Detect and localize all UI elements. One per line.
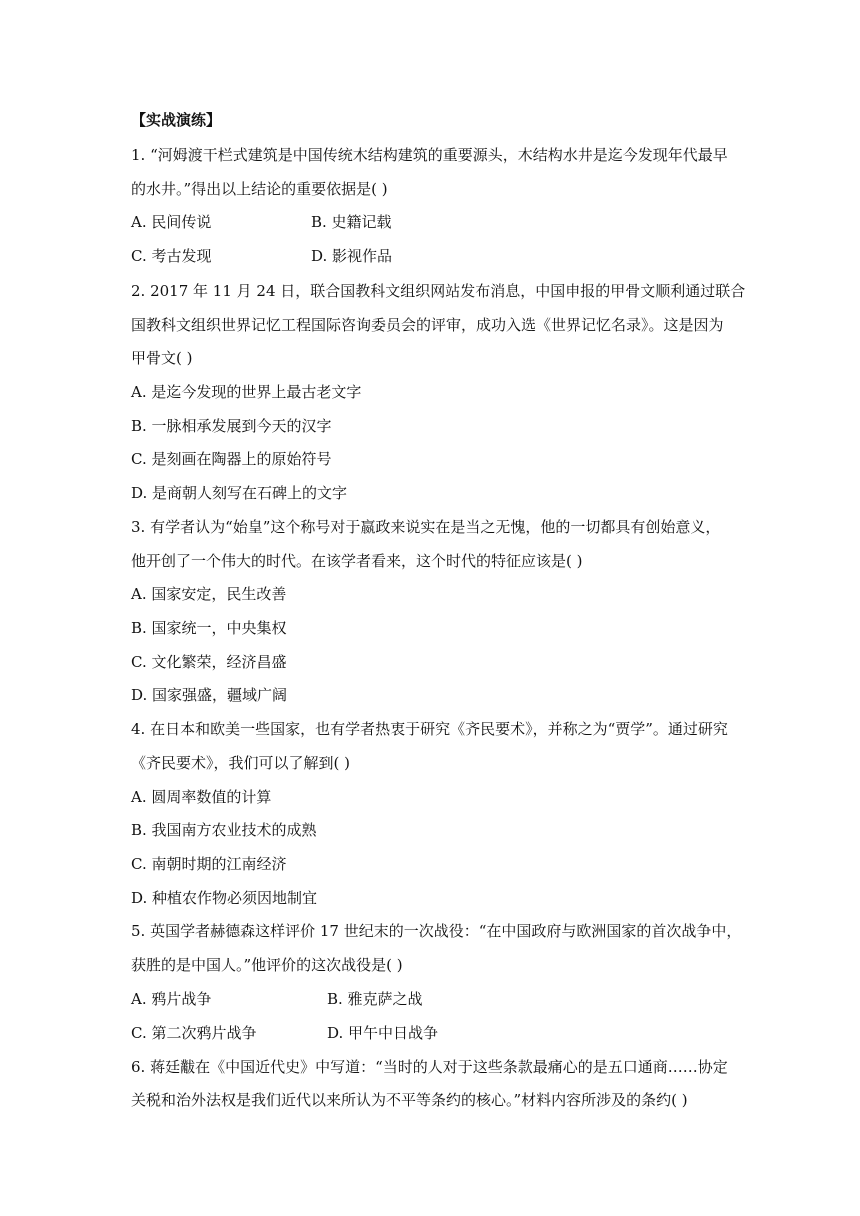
- option-a: A. 鸦片战争: [131, 990, 212, 1008]
- option-c: C. 第二次鸦片战争: [131, 1024, 257, 1042]
- option-d: D. 种植农作物必须因地制宜: [131, 889, 318, 907]
- option-c: C. 文化繁荣，经济昌盛: [131, 653, 287, 671]
- option-d: D. 是商朝人刻写在石碑上的文字: [131, 484, 348, 502]
- question-5-options-row-1: [131, 989, 423, 1009]
- question-1-line-2: 的水井。”得出以上结论的重要依据是( ): [131, 180, 388, 198]
- option-b: B. 我国南方农业技术的成熟: [131, 821, 317, 839]
- option-b: B. 一脉相承发展到今天的汉字: [131, 417, 332, 435]
- option-c: C. 是刻画在陶器上的原始符号: [131, 450, 332, 468]
- option-a: A. 圆周率数值的计算: [131, 788, 272, 806]
- option-b: B. 史籍记载: [311, 213, 392, 231]
- question-3-line-2: 他开创了一个伟大的时代。在该学者看来，这个时代的特征应该是( ): [131, 552, 583, 570]
- question-2-line-2: 国教科文组织世界记忆工程国际咨询委员会的评审，成功入选《世界记忆名录》。这是因为: [131, 316, 724, 334]
- question-4-line-2: 《齐民要术》，我们可以了解到( ): [131, 754, 350, 772]
- question-2-line-3: 甲骨文( ): [131, 349, 193, 367]
- option-a: A. 民间传说: [131, 213, 212, 231]
- option-b: B. 国家统一，中央集权: [131, 619, 287, 637]
- option-c: C. 考古发现: [131, 247, 212, 265]
- option-c: C. 南朝时期的江南经济: [131, 855, 287, 873]
- option-d: D. 甲午中日战争: [327, 1024, 439, 1042]
- question-1-options-row-2: [131, 246, 393, 266]
- question-1-options-row-1: [131, 212, 392, 232]
- question-2-line-1: 2. 2017 年 11 月 24 日，联合国教科文组织网站发布消息，中国申报的甲骨文顺利通过联合: [131, 282, 746, 300]
- option-d: D. 影视作品: [311, 247, 393, 265]
- question-1-line-1: 1. “河姆渡干栏式建筑是中国传统木结构建筑的重要源头，木结构水井是迄今发现年代最早: [131, 146, 728, 164]
- option-b: B. 雅克萨之战: [327, 990, 423, 1008]
- question-5-line-2: 获胜的是中国人。”他评价的这次战役是( ): [131, 956, 403, 974]
- question-6-line-1: 6. 蒋廷黻在《中国近代史》中写道：“当时的人对于这些条款最痛心的是五口通商……协定: [131, 1058, 728, 1076]
- question-4-line-1: 4. 在日本和欧美一些国家，也有学者热衷于研究《齐民要术》，并称之为“贾学”。通过研究: [131, 720, 728, 738]
- option-a: A. 国家安定，民生改善: [131, 585, 287, 603]
- option-d: D. 国家强盛，疆域广阔: [131, 686, 288, 704]
- option-a: A. 是迄今发现的世界上最古老文字: [131, 383, 362, 401]
- question-5-line-1: 5. 英国学者赫德森这样评价 17 世纪末的一次战役：“在中国政府与欧洲国家的首次战争中，: [131, 922, 742, 940]
- question-6-line-2: 关税和治外法权是我们近代以来所认为不平等条约的核心。”材料内容所涉及的条约( ): [131, 1091, 688, 1109]
- section-heading: 【实战演练】: [131, 111, 222, 129]
- question-3-line-1: 3. 有学者认为“始皇”这个称号对于嬴政来说实在是当之无愧，他的一切都具有创始意义，: [131, 518, 721, 536]
- question-5-options-row-2: [131, 1023, 439, 1043]
